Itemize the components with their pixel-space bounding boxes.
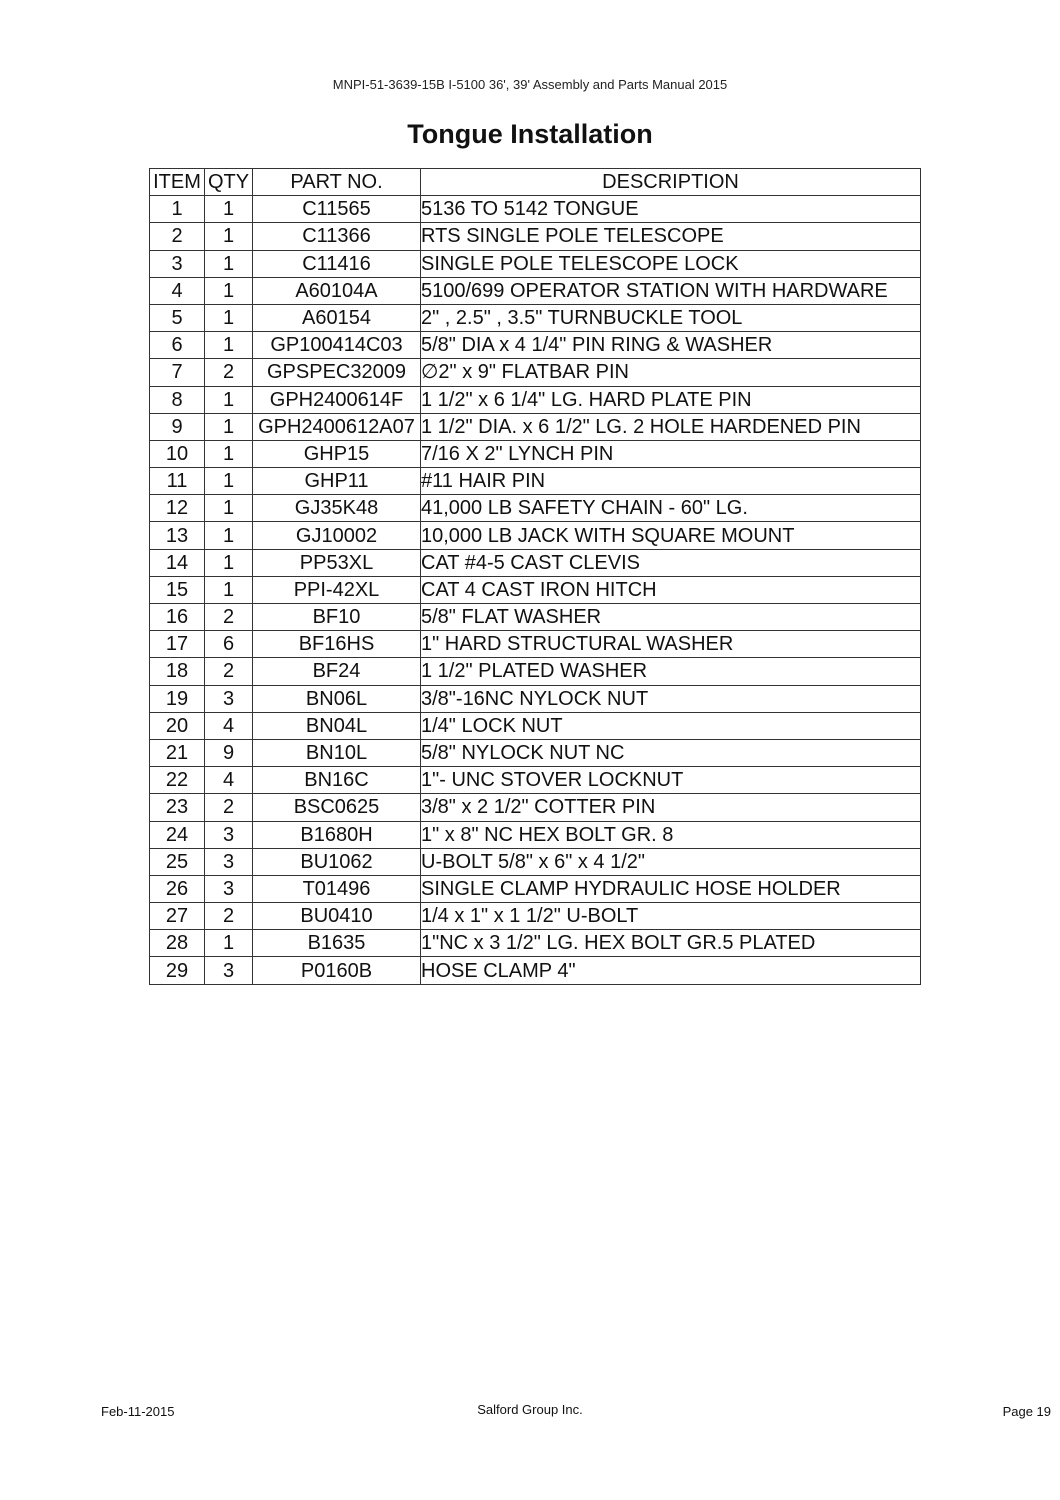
part-number-cell: GPH2400612A07: [253, 413, 421, 440]
description-cell: 1"- UNC STOVER LOCKNUT: [421, 767, 921, 794]
table-row: [150, 196, 921, 223]
qty-cell: 2: [205, 604, 253, 631]
table-row: [150, 903, 921, 930]
part-number-cell: B1635: [253, 930, 421, 957]
table-row: [150, 549, 921, 576]
table-row: [150, 413, 921, 440]
description-cell: U-BOLT 5/8" x 6" x 4 1/2": [421, 848, 921, 875]
description-cell: 5/8" FLAT WASHER: [421, 604, 921, 631]
part-number-cell: BSC0625: [253, 794, 421, 821]
item-cell: 2: [150, 223, 205, 250]
table-row: [150, 631, 921, 658]
table-row: [150, 712, 921, 739]
description-cell: 41,000 LB SAFETY CHAIN - 60" LG.: [421, 495, 921, 522]
qty-cell: 1: [205, 522, 253, 549]
part-number-cell: T01496: [253, 875, 421, 902]
part-number-cell: GJ10002: [253, 522, 421, 549]
qty-cell: 1: [205, 386, 253, 413]
part-number-cell: BN10L: [253, 739, 421, 766]
description-cell: 1" x 8" NC HEX BOLT GR. 8: [421, 821, 921, 848]
table-row: [150, 277, 921, 304]
page-title: Tongue Installation: [407, 119, 653, 149]
description-cell: SINGLE CLAMP HYDRAULIC HOSE HOLDER: [421, 875, 921, 902]
item-cell: 8: [150, 386, 205, 413]
description-cell: ∅2" x 9" FLATBAR PIN: [421, 359, 921, 386]
part-number-cell: GHP11: [253, 468, 421, 495]
table-row: [150, 848, 921, 875]
part-number-cell: BN06L: [253, 685, 421, 712]
qty-cell: 3: [205, 957, 253, 984]
table-row: [150, 957, 921, 984]
qty-cell: 1: [205, 223, 253, 250]
item-cell: 22: [150, 767, 205, 794]
part-number-cell: BN16C: [253, 767, 421, 794]
qty-cell: 1: [205, 250, 253, 277]
description-cell: 1"NC x 3 1/2" LG. HEX BOLT GR.5 PLATED: [421, 930, 921, 957]
qty-cell: 3: [205, 685, 253, 712]
description-cell: 3/8" x 2 1/2" COTTER PIN: [421, 794, 921, 821]
item-cell: 9: [150, 413, 205, 440]
qty-cell: 1: [205, 576, 253, 603]
qty-cell: 2: [205, 359, 253, 386]
part-number-cell: BU0410: [253, 903, 421, 930]
item-cell: 18: [150, 658, 205, 685]
qty-cell: 1: [205, 495, 253, 522]
item-cell: 20: [150, 712, 205, 739]
description-cell: 1 1/2" x 6 1/4" LG. HARD PLATE PIN: [421, 386, 921, 413]
item-cell: 6: [150, 332, 205, 359]
part-number-cell: BN04L: [253, 712, 421, 739]
table-row: [150, 794, 921, 821]
table-row: [150, 658, 921, 685]
description-cell: SINGLE POLE TELESCOPE LOCK: [421, 250, 921, 277]
item-cell: 3: [150, 250, 205, 277]
footer-page-number: Page 19: [1002, 1404, 1051, 1419]
item-cell: 7: [150, 359, 205, 386]
part-number-cell: BF16HS: [253, 631, 421, 658]
column-header-description: DESCRIPTION: [421, 169, 921, 196]
table-row: [150, 576, 921, 603]
item-cell: 16: [150, 604, 205, 631]
description-cell: HOSE CLAMP 4": [421, 957, 921, 984]
qty-cell: 1: [205, 304, 253, 331]
part-number-cell: A60154: [253, 304, 421, 331]
description-cell: #11 HAIR PIN: [421, 468, 921, 495]
part-number-cell: GP100414C03: [253, 332, 421, 359]
table-row: [150, 304, 921, 331]
table-row: [150, 332, 921, 359]
qty-cell: 4: [205, 712, 253, 739]
qty-cell: 1: [205, 549, 253, 576]
item-cell: 13: [150, 522, 205, 549]
table-row: [150, 468, 921, 495]
description-cell: 1/4 x 1" x 1 1/2" U-BOLT: [421, 903, 921, 930]
table-row: [150, 386, 921, 413]
description-cell: 5100/699 OPERATOR STATION WITH HARDWARE: [421, 277, 921, 304]
description-cell: 10,000 LB JACK WITH SQUARE MOUNT: [421, 522, 921, 549]
item-cell: 29: [150, 957, 205, 984]
part-number-cell: PPI-42XL: [253, 576, 421, 603]
part-number-cell: P0160B: [253, 957, 421, 984]
table-row: [150, 821, 921, 848]
table-row: [150, 522, 921, 549]
table-row: [150, 875, 921, 902]
description-cell: 5136 TO 5142 TONGUE: [421, 196, 921, 223]
table-row: [150, 250, 921, 277]
description-cell: CAT 4 CAST IRON HITCH: [421, 576, 921, 603]
qty-cell: 2: [205, 794, 253, 821]
table-row: [150, 223, 921, 250]
description-cell: RTS SINGLE POLE TELESCOPE: [421, 223, 921, 250]
part-number-cell: C11366: [253, 223, 421, 250]
qty-cell: 1: [205, 332, 253, 359]
description-cell: 1/4" LOCK NUT: [421, 712, 921, 739]
description-cell: 3/8"-16NC NYLOCK NUT: [421, 685, 921, 712]
qty-cell: 2: [205, 658, 253, 685]
item-cell: 24: [150, 821, 205, 848]
description-cell: CAT #4-5 CAST CLEVIS: [421, 549, 921, 576]
column-header-qty: QTY: [205, 169, 253, 196]
document-header: MNPI-51-3639-15B I-5100 36', 39' Assembly and Parts Manual 2015: [332, 77, 728, 92]
description-cell: 1 1/2" PLATED WASHER: [421, 658, 921, 685]
table-row: [150, 739, 921, 766]
qty-cell: 1: [205, 196, 253, 223]
item-cell: 5: [150, 304, 205, 331]
description-cell: 7/16 X 2" LYNCH PIN: [421, 440, 921, 467]
description-cell: 2" , 2.5" , 3.5" TURNBUCKLE TOOL: [421, 304, 921, 331]
part-number-cell: A60104A: [253, 277, 421, 304]
item-cell: 14: [150, 549, 205, 576]
footer-company: Salford Group Inc.: [477, 1402, 583, 1417]
part-number-cell: C11416: [253, 250, 421, 277]
item-cell: 15: [150, 576, 205, 603]
qty-cell: 1: [205, 468, 253, 495]
qty-cell: 1: [205, 930, 253, 957]
column-header-item: ITEM: [150, 169, 205, 196]
item-cell: 17: [150, 631, 205, 658]
qty-cell: 1: [205, 413, 253, 440]
footer-date: Feb-11-2015: [101, 1404, 175, 1419]
description-cell: 1" HARD STRUCTURAL WASHER: [421, 631, 921, 658]
qty-cell: 3: [205, 875, 253, 902]
description-cell: 5/8" DIA x 4 1/4" PIN RING & WASHER: [421, 332, 921, 359]
qty-cell: 9: [205, 739, 253, 766]
qty-cell: 3: [205, 821, 253, 848]
parts-table: [149, 168, 921, 985]
item-cell: 4: [150, 277, 205, 304]
description-cell: 1 1/2" DIA. x 6 1/2" LG. 2 HOLE HARDENED PIN: [421, 413, 921, 440]
qty-cell: 1: [205, 440, 253, 467]
qty-cell: 1: [205, 277, 253, 304]
part-number-cell: BF10: [253, 604, 421, 631]
part-number-cell: PP53XL: [253, 549, 421, 576]
item-cell: 19: [150, 685, 205, 712]
table-row: [150, 604, 921, 631]
qty-cell: 3: [205, 848, 253, 875]
part-number-cell: GJ35K48: [253, 495, 421, 522]
item-cell: 26: [150, 875, 205, 902]
table-row: [150, 359, 921, 386]
item-cell: 28: [150, 930, 205, 957]
part-number-cell: GHP15: [253, 440, 421, 467]
table-row: [150, 495, 921, 522]
item-cell: 25: [150, 848, 205, 875]
table-row: [150, 930, 921, 957]
column-header-part-no: PART NO.: [253, 169, 421, 196]
item-cell: 23: [150, 794, 205, 821]
table-row: [150, 440, 921, 467]
qty-cell: 2: [205, 903, 253, 930]
part-number-cell: B1680H: [253, 821, 421, 848]
table-row: [150, 767, 921, 794]
part-number-cell: BU1062: [253, 848, 421, 875]
description-cell: 5/8" NYLOCK NUT NC: [421, 739, 921, 766]
part-number-cell: BF24: [253, 658, 421, 685]
item-cell: 10: [150, 440, 205, 467]
qty-cell: 6: [205, 631, 253, 658]
item-cell: 11: [150, 468, 205, 495]
item-cell: 27: [150, 903, 205, 930]
item-cell: 21: [150, 739, 205, 766]
item-cell: 12: [150, 495, 205, 522]
table-row: [150, 685, 921, 712]
parts-table-body: [150, 196, 921, 984]
table-header-row: [150, 169, 921, 196]
item-cell: 1: [150, 196, 205, 223]
part-number-cell: GPSPEC32009: [253, 359, 421, 386]
part-number-cell: C11565: [253, 196, 421, 223]
qty-cell: 4: [205, 767, 253, 794]
part-number-cell: GPH2400614F: [253, 386, 421, 413]
